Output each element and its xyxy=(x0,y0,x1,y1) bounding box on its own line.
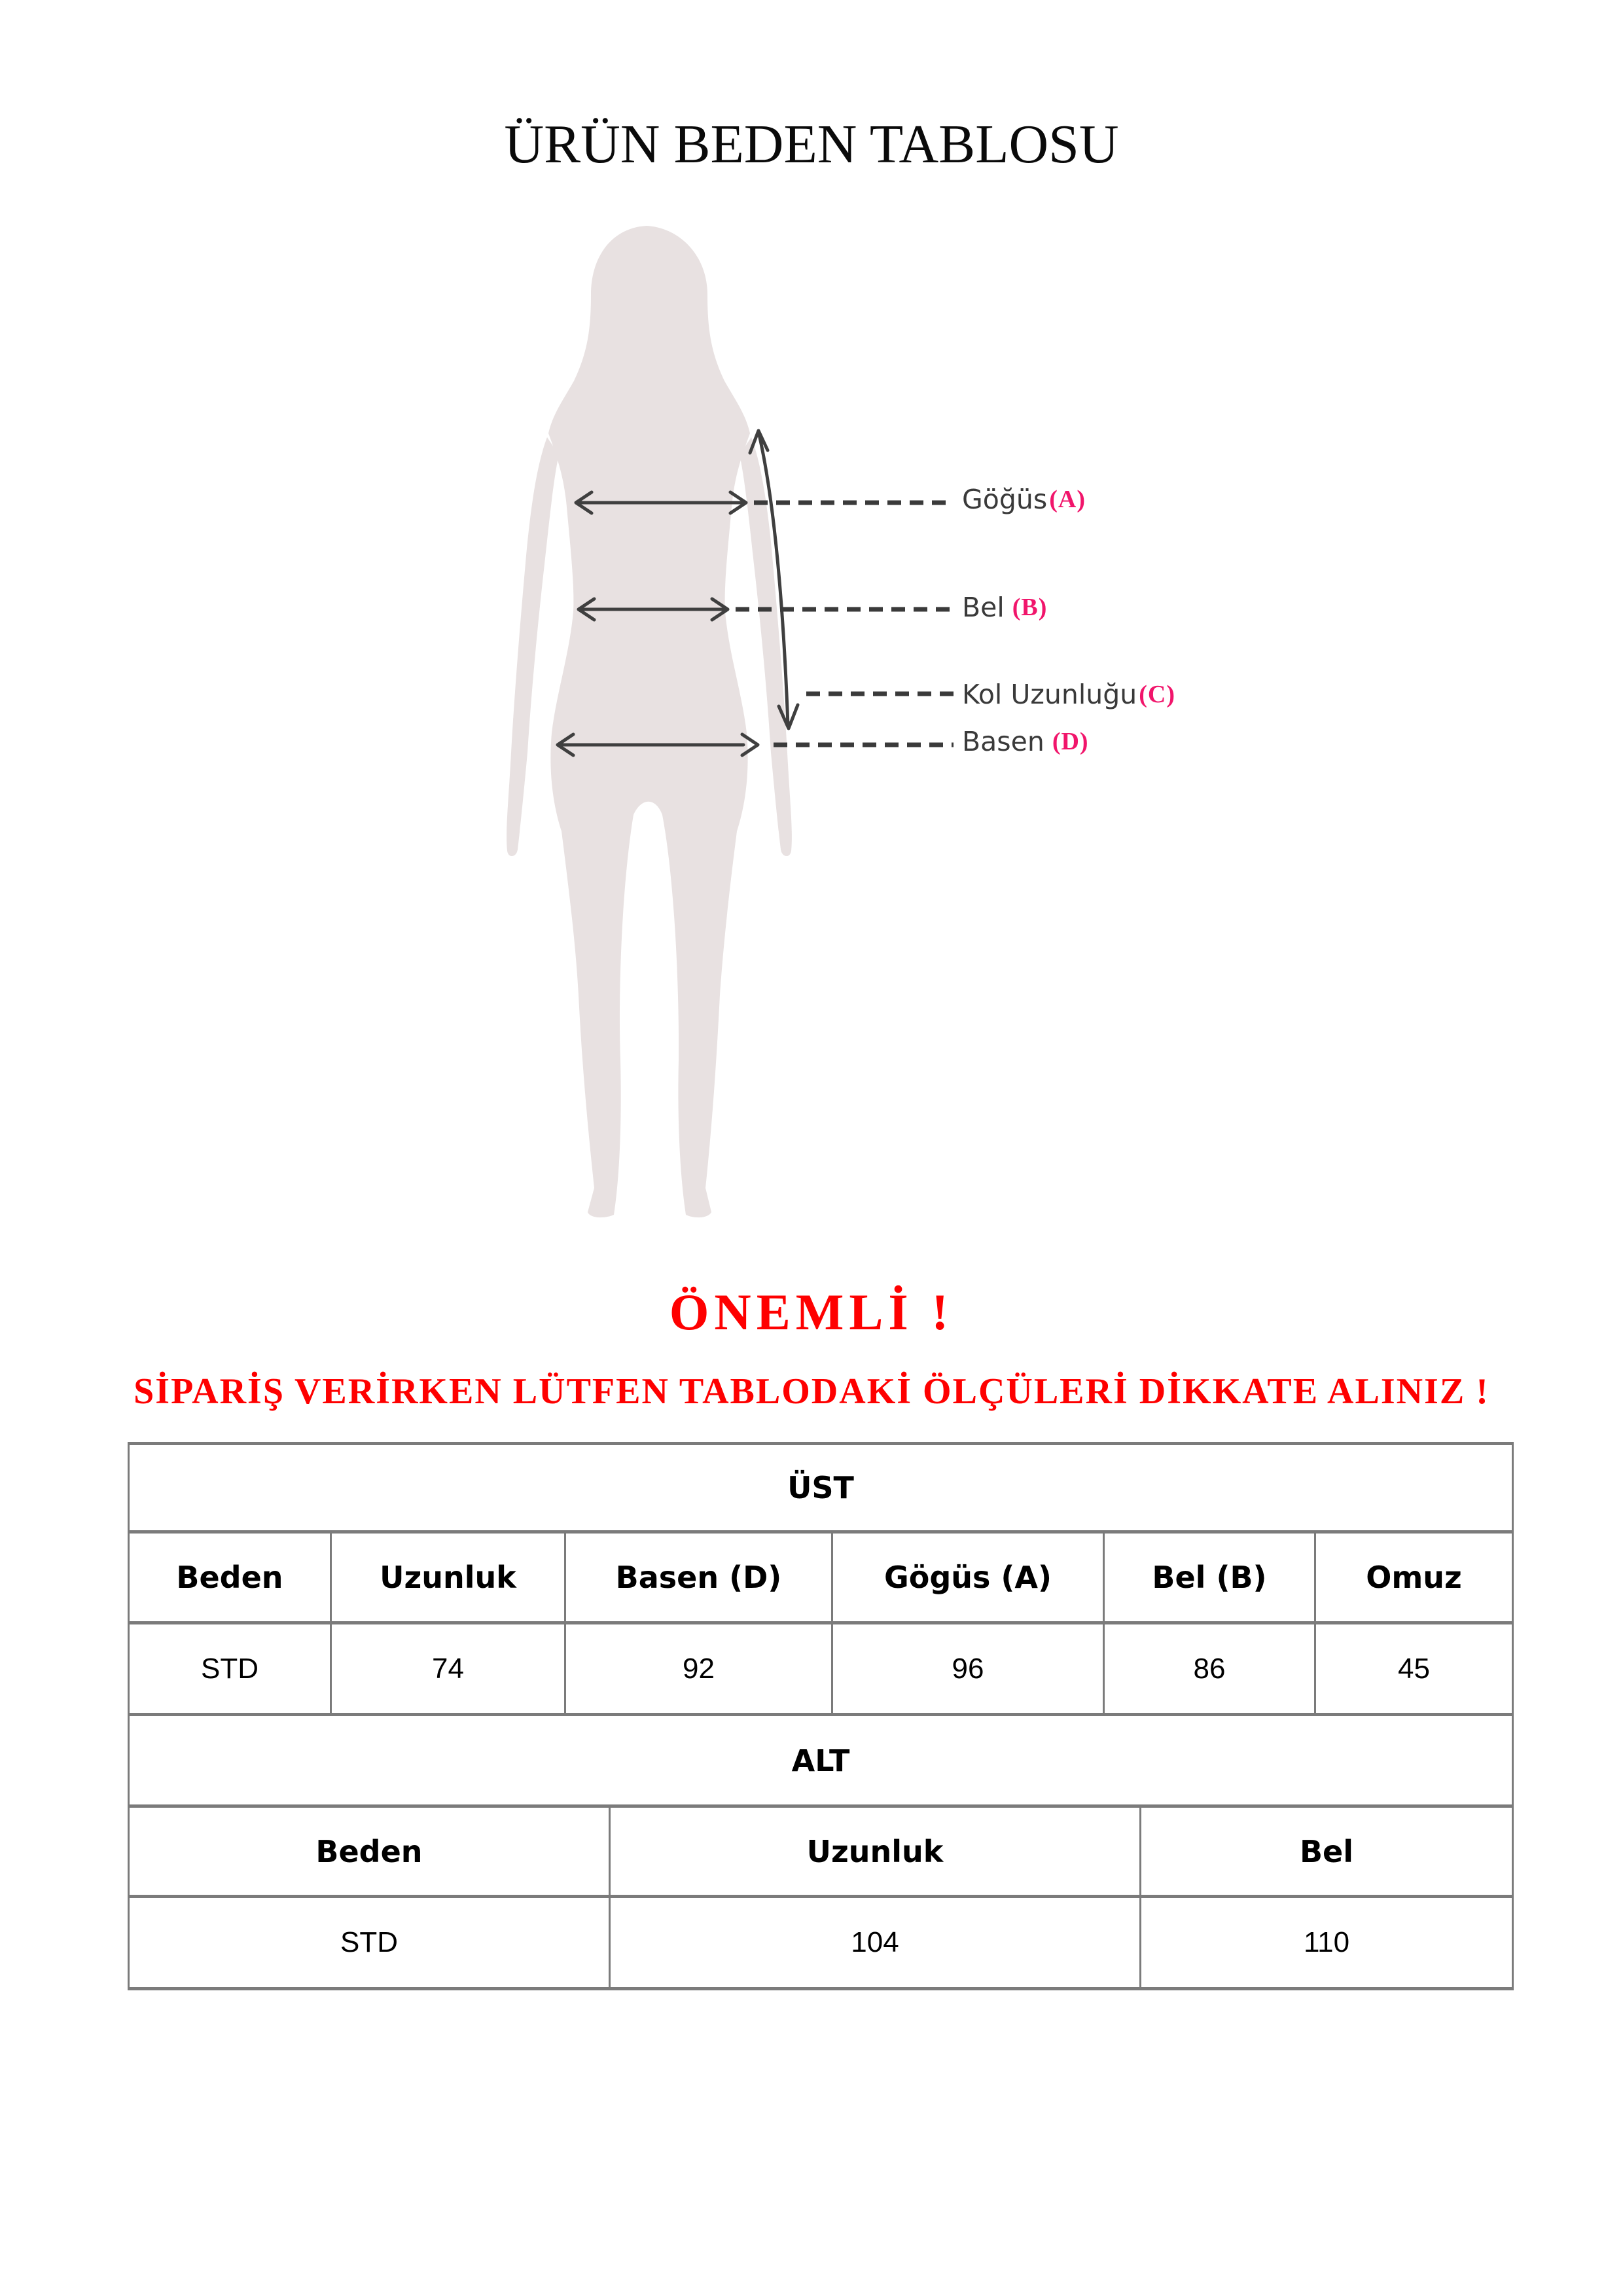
measurement-label-arm-text: Kol Uzunluğu xyxy=(962,679,1137,710)
cell-bel-alt: 110 xyxy=(1141,1897,1513,1989)
table-row-headers-alt xyxy=(129,1806,1513,1897)
cell-gogus: 96 xyxy=(832,1623,1104,1715)
measurement-code-c: (C) xyxy=(1139,681,1176,708)
measurement-code-b: (B) xyxy=(1012,594,1048,621)
column-header-beden: Beden xyxy=(129,1532,331,1623)
measurement-diagram-graphic xyxy=(458,196,969,1244)
size-tables xyxy=(128,1442,1512,1990)
cell-size-alt: STD xyxy=(129,1897,610,1989)
female-silhouette xyxy=(507,226,792,1217)
size-table-top xyxy=(128,1442,1514,1716)
table-row-section-ust xyxy=(129,1444,1513,1532)
column-header-beden-alt: Beden xyxy=(129,1806,610,1897)
measurement-label-hip-text: Basen xyxy=(962,726,1044,757)
column-header-omuz: Omuz xyxy=(1315,1532,1513,1623)
column-header-gogus: Gögüs (A) xyxy=(832,1532,1104,1623)
section-header-ust: ÜST xyxy=(129,1444,1513,1532)
table-row-headers-ust xyxy=(129,1532,1513,1623)
silhouette-body xyxy=(548,226,750,1217)
size-table-bottom xyxy=(128,1713,1514,1990)
important-heading: ÖNEMLİ ! xyxy=(669,1283,954,1340)
measurement-label-chest-text: Göğüs xyxy=(962,484,1048,515)
table-row-values-ust xyxy=(129,1623,1513,1715)
order-warning-text: SİPARİŞ VERİRKEN LÜTFEN TABLODAKİ ÖLÇÜLERİ DİKKATE ALINIZ ! xyxy=(134,1371,1489,1412)
measurement-label-arm-length xyxy=(962,679,1175,709)
column-header-basen: Basen (D) xyxy=(565,1532,832,1623)
cell-omuz: 45 xyxy=(1315,1623,1513,1715)
measurement-label-waist xyxy=(962,592,1047,622)
cell-bel: 86 xyxy=(1104,1623,1315,1715)
column-header-bel-alt: Bel xyxy=(1141,1806,1513,1897)
measurement-label-hip xyxy=(962,726,1089,757)
cell-size: STD xyxy=(129,1623,331,1715)
cell-uzunluk: 74 xyxy=(331,1623,565,1715)
silhouette-left-arm xyxy=(507,437,559,856)
column-header-uzunluk: Uzunluk xyxy=(331,1532,565,1623)
measurement-label-waist-text: Bel xyxy=(962,592,1005,623)
measurement-code-d: (D) xyxy=(1052,728,1089,755)
table-row-values-alt xyxy=(129,1897,1513,1989)
page-title: ÜRÜN BEDEN TABLOSU xyxy=(504,114,1119,175)
cell-uzunluk-alt: 104 xyxy=(610,1897,1141,1989)
column-header-uzunluk-alt: Uzunluk xyxy=(610,1806,1141,1897)
cell-basen: 92 xyxy=(565,1623,832,1715)
measurement-label-chest xyxy=(962,484,1086,514)
table-row-section-alt xyxy=(129,1715,1513,1806)
section-header-alt: ALT xyxy=(129,1715,1513,1806)
column-header-bel: Bel (B) xyxy=(1104,1532,1315,1623)
measurement-code-a: (A) xyxy=(1049,486,1086,513)
